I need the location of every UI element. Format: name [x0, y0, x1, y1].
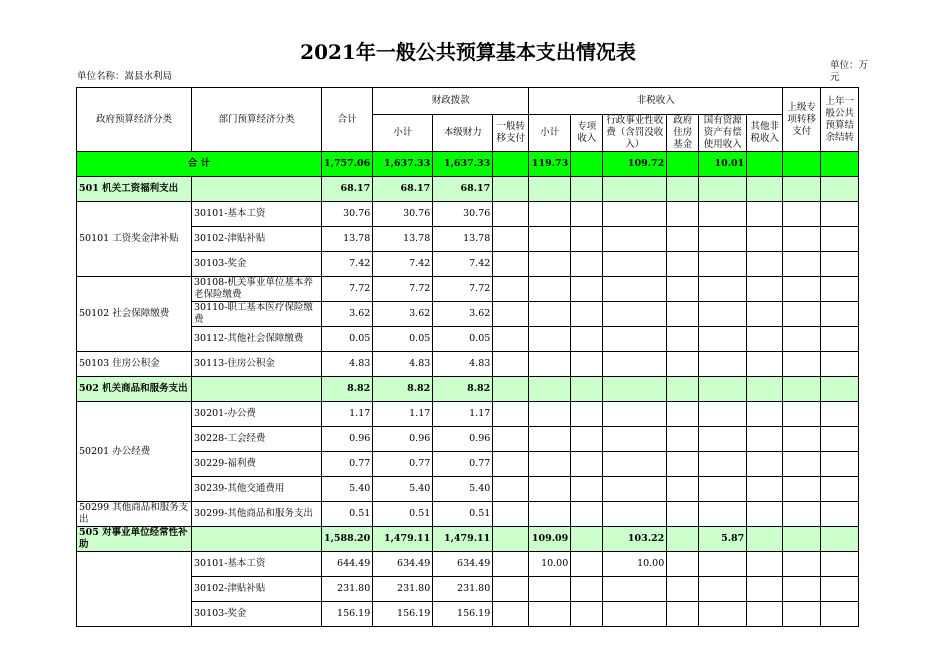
nontax-special-cell [571, 552, 603, 577]
nontax-asset-cell [699, 402, 747, 427]
table-row [77, 202, 859, 227]
nontax-housing-cell [667, 402, 699, 427]
dept-econ-label: 30108-机关事业单位基本养老保险缴费 [192, 277, 322, 302]
total-cell: 30.76 [322, 202, 373, 227]
nontax-subtotal-cell: 109.09 [529, 527, 571, 552]
col-gov-econ: 政府预算经济分类 [77, 88, 192, 152]
nontax-other-cell [747, 527, 783, 552]
nontax-admin-cell: 10.00 [603, 552, 667, 577]
nontax-special-cell [571, 527, 603, 552]
fiscal-local-cell: 3.62 [433, 302, 493, 327]
nontax-asset-cell [699, 352, 747, 377]
nontax-special-cell [571, 277, 603, 302]
fiscal-subtotal-cell: 0.96 [373, 427, 433, 452]
prev-balance-cell [821, 202, 859, 227]
col-nontax-subtotal: 小计 [529, 115, 571, 152]
empty-cell [192, 177, 322, 202]
fiscal-subtotal-cell: 231.80 [373, 577, 433, 602]
nontax-subtotal-cell [529, 602, 571, 627]
fiscal-transfer-cell [493, 277, 529, 302]
col-nontax-admin: 行政事业性收费（含罚没收入） [603, 115, 667, 152]
nontax-subtotal-cell [529, 252, 571, 277]
fiscal-subtotal-cell: 68.17 [373, 177, 433, 202]
upper-transfer-cell [783, 227, 821, 252]
nontax-special-cell [571, 377, 603, 402]
fiscal-local-cell: 7.72 [433, 277, 493, 302]
nontax-subtotal-cell: 10.00 [529, 552, 571, 577]
fiscal-subtotal-cell: 156.19 [373, 602, 433, 627]
prev-balance-cell [821, 577, 859, 602]
total-cell: 644.49 [322, 552, 373, 577]
nontax-admin-cell [603, 477, 667, 502]
nontax-housing-cell [667, 452, 699, 477]
prev-balance-cell [821, 402, 859, 427]
nontax-other-cell [747, 177, 783, 202]
nontax-special-cell [571, 202, 603, 227]
table-row [77, 352, 859, 377]
fiscal-subtotal-cell: 7.72 [373, 277, 433, 302]
unit-name: 单位名称：嵩县水利局 [77, 71, 173, 82]
nontax-asset-cell [699, 277, 747, 302]
prev-balance-cell [821, 277, 859, 302]
nontax-admin-cell [603, 577, 667, 602]
nontax-housing-cell [667, 327, 699, 352]
col-prev-balance: 上年一般公共预算结余结转 [821, 88, 859, 152]
nontax-subtotal-cell [529, 477, 571, 502]
fiscal-local-cell: 634.49 [433, 552, 493, 577]
nontax-asset-cell [699, 502, 747, 527]
nontax-asset-cell [699, 327, 747, 352]
total-cell: 1.17 [322, 402, 373, 427]
total-cell: 0.77 [322, 452, 373, 477]
col-fiscal-local: 本级财力 [433, 115, 493, 152]
col-nontax-housing: 政府住房基金 [667, 115, 699, 152]
fiscal-transfer-cell [493, 202, 529, 227]
gov-econ-label: 50103 住房公积金 [77, 352, 192, 377]
prev-balance-cell [821, 177, 859, 202]
fiscal-subtotal-cell: 0.51 [373, 502, 433, 527]
nontax-admin-cell [603, 377, 667, 402]
nontax-special-cell [571, 352, 603, 377]
prev-balance-cell [821, 352, 859, 377]
category-label: 501 机关工资福利支出 [77, 177, 192, 202]
nontax-asset-cell: 5.87 [699, 527, 747, 552]
dept-econ-label: 30103-奖金 [192, 602, 322, 627]
budget-table [76, 87, 859, 627]
nontax-special-cell [571, 502, 603, 527]
fiscal-transfer-cell [493, 327, 529, 352]
upper-transfer-cell [783, 377, 821, 402]
prev-balance-cell [821, 452, 859, 477]
table-row [77, 227, 859, 252]
nontax-asset-cell [699, 202, 747, 227]
nontax-housing-cell [667, 252, 699, 277]
nontax-housing-cell [667, 552, 699, 577]
col-fiscal-transfer: 一般转移支付 [493, 115, 529, 152]
nontax-subtotal-cell [529, 577, 571, 602]
total-cell: 0.51 [322, 502, 373, 527]
nontax-housing-cell [667, 477, 699, 502]
unit-label: 单位：万元 [830, 60, 869, 83]
fiscal-local-cell: 13.78 [433, 227, 493, 252]
fiscal-local-cell: 156.19 [433, 602, 493, 627]
gov-econ-label [77, 552, 192, 627]
total-nontax-subtotal: 119.73 [529, 152, 571, 177]
nontax-other-cell [747, 477, 783, 502]
nontax-special-cell [571, 177, 603, 202]
total-cell: 13.78 [322, 227, 373, 252]
category-row [77, 377, 859, 402]
total-cell: 7.72 [322, 277, 373, 302]
nontax-admin-cell [603, 302, 667, 327]
fiscal-subtotal-cell: 8.82 [373, 377, 433, 402]
nontax-asset-cell [699, 252, 747, 277]
prev-balance-cell [821, 327, 859, 352]
table-row [77, 602, 859, 627]
dept-econ-label: 30229-福利费 [192, 452, 322, 477]
nontax-subtotal-cell [529, 502, 571, 527]
dept-econ-label: 30239-其他交通费用 [192, 477, 322, 502]
fiscal-local-cell: 231.80 [433, 577, 493, 602]
fiscal-local-cell: 7.42 [433, 252, 493, 277]
nontax-special-cell [571, 252, 603, 277]
nontax-special-cell [571, 477, 603, 502]
dept-econ-label: 30110-职工基本医疗保险缴费 [192, 302, 322, 327]
nontax-other-cell [747, 377, 783, 402]
nontax-housing-cell [667, 202, 699, 227]
upper-transfer-cell [783, 527, 821, 552]
col-upper-transfer: 上级专项转移支付 [783, 88, 821, 152]
prev-balance-cell [821, 477, 859, 502]
fiscal-subtotal-cell: 1.17 [373, 402, 433, 427]
nontax-subtotal-cell [529, 302, 571, 327]
fiscal-transfer-cell [493, 477, 529, 502]
nontax-subtotal-cell [529, 277, 571, 302]
nontax-other-cell [747, 352, 783, 377]
upper-transfer-cell [783, 602, 821, 627]
nontax-subtotal-cell [529, 377, 571, 402]
total-cell: 156.19 [322, 602, 373, 627]
nontax-other-cell [747, 202, 783, 227]
empty-cell [192, 377, 322, 402]
upper-transfer-cell [783, 552, 821, 577]
nontax-other-cell [747, 502, 783, 527]
prev-balance-cell [821, 302, 859, 327]
nontax-admin-cell [603, 352, 667, 377]
fiscal-transfer-cell [493, 502, 529, 527]
prev-balance-cell [821, 602, 859, 627]
total-cell: 5.40 [322, 477, 373, 502]
category-row [77, 177, 859, 202]
nontax-asset-cell [699, 227, 747, 252]
total-cell: 0.05 [322, 327, 373, 352]
nontax-subtotal-cell [529, 227, 571, 252]
dept-econ-label: 30103-奖金 [192, 252, 322, 277]
fiscal-subtotal-cell: 7.42 [373, 252, 433, 277]
nontax-other-cell [747, 277, 783, 302]
fiscal-subtotal-cell: 1,479.11 [373, 527, 433, 552]
fiscal-local-cell: 0.77 [433, 452, 493, 477]
nontax-housing-cell [667, 527, 699, 552]
nontax-asset-cell [699, 452, 747, 477]
total-cell: 4.83 [322, 352, 373, 377]
nontax-special-cell [571, 227, 603, 252]
nontax-asset-cell [699, 477, 747, 502]
nontax-admin-cell [603, 202, 667, 227]
fiscal-subtotal-cell: 4.83 [373, 352, 433, 377]
dept-econ-label: 30201-办公费 [192, 402, 322, 427]
dept-econ-label: 30112-其他社会保障缴费 [192, 327, 322, 352]
fiscal-transfer-cell [493, 252, 529, 277]
upper-transfer-cell [783, 427, 821, 452]
nontax-other-cell [747, 552, 783, 577]
prev-balance-cell [821, 427, 859, 452]
nontax-housing-cell [667, 302, 699, 327]
table-row [77, 277, 859, 302]
table-row [77, 552, 859, 577]
prev-balance-cell [821, 252, 859, 277]
nontax-admin-cell [603, 252, 667, 277]
nontax-subtotal-cell [529, 402, 571, 427]
nontax-other-cell [747, 227, 783, 252]
fiscal-transfer-cell [493, 427, 529, 452]
total-label: 合 计 [77, 152, 322, 177]
fiscal-local-cell: 0.96 [433, 427, 493, 452]
nontax-admin-cell [603, 452, 667, 477]
nontax-asset-cell [699, 577, 747, 602]
fiscal-transfer-cell [493, 602, 529, 627]
nontax-housing-cell [667, 577, 699, 602]
upper-transfer-cell [783, 202, 821, 227]
nontax-admin-cell: 103.22 [603, 527, 667, 552]
total-cell: 7.42 [322, 252, 373, 277]
dept-econ-label: 30102-津贴补贴 [192, 227, 322, 252]
fiscal-local-cell: 1,479.11 [433, 527, 493, 552]
col-total: 合计 [322, 88, 373, 152]
nontax-subtotal-cell [529, 427, 571, 452]
nontax-admin-cell [603, 602, 667, 627]
empty-cell [747, 152, 783, 177]
nontax-admin-cell [603, 227, 667, 252]
empty-cell [571, 152, 603, 177]
table-row [77, 302, 859, 327]
nontax-admin-cell [603, 502, 667, 527]
empty-cell [783, 152, 821, 177]
nontax-special-cell [571, 302, 603, 327]
upper-transfer-cell [783, 452, 821, 477]
col-nontax-special: 专项收入 [571, 115, 603, 152]
nontax-admin-cell [603, 402, 667, 427]
total-fiscal-subtotal: 1,637.33 [373, 152, 433, 177]
nontax-other-cell [747, 252, 783, 277]
nontax-admin-cell [603, 427, 667, 452]
nontax-subtotal-cell [529, 177, 571, 202]
nontax-special-cell [571, 577, 603, 602]
nontax-asset-cell [699, 602, 747, 627]
dept-econ-label: 30228-工会经费 [192, 427, 322, 452]
fiscal-subtotal-cell: 0.77 [373, 452, 433, 477]
total-nontax-admin: 109.72 [603, 152, 667, 177]
fiscal-subtotal-cell: 30.76 [373, 202, 433, 227]
col-nontax: 非税收入 [529, 88, 783, 115]
total-nontax-asset: 10.01 [699, 152, 747, 177]
nontax-other-cell [747, 427, 783, 452]
total-cell: 0.96 [322, 427, 373, 452]
gov-econ-label: 50299 其他商品和服务支出 [77, 502, 192, 527]
nontax-other-cell [747, 302, 783, 327]
dept-econ-label: 30102-津贴补贴 [192, 577, 322, 602]
upper-transfer-cell [783, 402, 821, 427]
table-row [77, 427, 859, 452]
prev-balance-cell [821, 502, 859, 527]
nontax-asset-cell [699, 302, 747, 327]
fiscal-transfer-cell [493, 527, 529, 552]
fiscal-local-cell: 0.51 [433, 502, 493, 527]
gov-econ-label: 50201 办公经费 [77, 402, 192, 502]
empty-cell [192, 527, 322, 552]
dept-econ-label: 30113-住房公积金 [192, 352, 322, 377]
fiscal-subtotal-cell: 5.40 [373, 477, 433, 502]
fiscal-transfer-cell [493, 402, 529, 427]
fiscal-subtotal-cell: 3.62 [373, 302, 433, 327]
nontax-subtotal-cell [529, 327, 571, 352]
fiscal-local-cell: 0.05 [433, 327, 493, 352]
nontax-other-cell [747, 327, 783, 352]
table-row [77, 452, 859, 477]
fiscal-transfer-cell [493, 452, 529, 477]
total-cell: 1,588.20 [322, 527, 373, 552]
prev-balance-cell [821, 377, 859, 402]
total-row [77, 152, 859, 177]
table-row [77, 402, 859, 427]
nontax-asset-cell [699, 552, 747, 577]
nontax-housing-cell [667, 227, 699, 252]
total-cell: 68.17 [322, 177, 373, 202]
upper-transfer-cell [783, 502, 821, 527]
category-row [77, 527, 859, 552]
fiscal-local-cell: 4.83 [433, 352, 493, 377]
gov-econ-label: 50101 工资奖金津补贴 [77, 202, 192, 277]
prev-balance-cell [821, 552, 859, 577]
nontax-other-cell [747, 452, 783, 477]
fiscal-subtotal-cell: 0.05 [373, 327, 433, 352]
nontax-asset-cell [699, 177, 747, 202]
nontax-special-cell [571, 402, 603, 427]
fiscal-transfer-cell [493, 352, 529, 377]
nontax-housing-cell [667, 602, 699, 627]
total-cell: 231.80 [322, 577, 373, 602]
col-dept-econ: 部门预算经济分类 [192, 88, 322, 152]
nontax-asset-cell [699, 427, 747, 452]
fiscal-transfer-cell [493, 377, 529, 402]
nontax-special-cell [571, 327, 603, 352]
nontax-housing-cell [667, 377, 699, 402]
nontax-admin-cell [603, 327, 667, 352]
empty-cell [493, 152, 529, 177]
dept-econ-label: 30101-基本工资 [192, 552, 322, 577]
empty-cell [667, 152, 699, 177]
table-row [77, 252, 859, 277]
total-cell: 1,757.06 [322, 152, 373, 177]
nontax-housing-cell [667, 427, 699, 452]
upper-transfer-cell [783, 477, 821, 502]
upper-transfer-cell [783, 352, 821, 377]
dept-econ-label: 30299-其他商品和服务支出 [192, 502, 322, 527]
upper-transfer-cell [783, 177, 821, 202]
header-row-1 [77, 88, 859, 115]
upper-transfer-cell [783, 277, 821, 302]
report-title: 2021年一般公共预算基本支出情况表 [300, 40, 636, 64]
fiscal-transfer-cell [493, 577, 529, 602]
fiscal-transfer-cell [493, 302, 529, 327]
nontax-housing-cell [667, 277, 699, 302]
col-fiscal-subtotal: 小计 [373, 115, 433, 152]
total-fiscal-local: 1,637.33 [433, 152, 493, 177]
nontax-asset-cell [699, 377, 747, 402]
nontax-other-cell [747, 602, 783, 627]
nontax-admin-cell [603, 277, 667, 302]
fiscal-local-cell: 68.17 [433, 177, 493, 202]
col-nontax-other: 其他非税收入 [747, 115, 783, 152]
nontax-special-cell [571, 452, 603, 477]
dept-econ-label: 30101-基本工资 [192, 202, 322, 227]
fiscal-subtotal-cell: 13.78 [373, 227, 433, 252]
fiscal-local-cell: 30.76 [433, 202, 493, 227]
total-cell: 3.62 [322, 302, 373, 327]
fiscal-transfer-cell [493, 177, 529, 202]
fiscal-transfer-cell [493, 552, 529, 577]
empty-cell [821, 152, 859, 177]
fiscal-local-cell: 1.17 [433, 402, 493, 427]
total-cell: 8.82 [322, 377, 373, 402]
nontax-housing-cell [667, 352, 699, 377]
nontax-housing-cell [667, 502, 699, 527]
nontax-special-cell [571, 602, 603, 627]
col-fiscal: 财政拨款 [373, 88, 529, 115]
table-row [77, 502, 859, 527]
category-label: 505 对事业单位经常性补助 [77, 527, 192, 552]
col-nontax-asset: 国有资源资产有偿使用收入 [699, 115, 747, 152]
gov-econ-label: 50102 社会保障缴费 [77, 277, 192, 352]
table-row [77, 327, 859, 352]
fiscal-subtotal-cell: 634.49 [373, 552, 433, 577]
prev-balance-cell [821, 527, 859, 552]
nontax-housing-cell [667, 177, 699, 202]
category-label: 502 机关商品和服务支出 [77, 377, 192, 402]
nontax-admin-cell [603, 177, 667, 202]
upper-transfer-cell [783, 577, 821, 602]
upper-transfer-cell [783, 327, 821, 352]
nontax-subtotal-cell [529, 202, 571, 227]
fiscal-transfer-cell [493, 227, 529, 252]
fiscal-local-cell: 5.40 [433, 477, 493, 502]
table-row [77, 577, 859, 602]
nontax-other-cell [747, 577, 783, 602]
nontax-special-cell [571, 427, 603, 452]
upper-transfer-cell [783, 302, 821, 327]
nontax-subtotal-cell [529, 452, 571, 477]
prev-balance-cell [821, 227, 859, 252]
upper-transfer-cell [783, 252, 821, 277]
fiscal-local-cell: 8.82 [433, 377, 493, 402]
nontax-subtotal-cell [529, 352, 571, 377]
nontax-other-cell [747, 402, 783, 427]
table-row [77, 477, 859, 502]
